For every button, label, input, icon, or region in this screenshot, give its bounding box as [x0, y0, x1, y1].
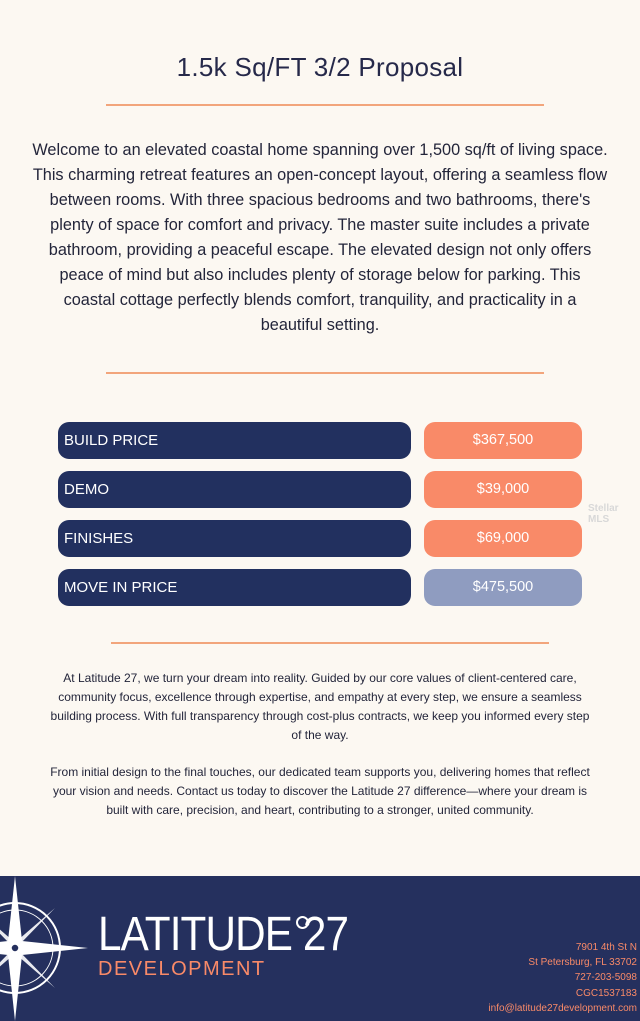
price-row-build	[58, 422, 582, 459]
divider-top	[106, 104, 544, 106]
about-paragraph-2: From initial design to the final touches, our dedicated team supports you, delivering homes that reflect your vision and needs. Contact us today to discover the Latitude 27 difference—where your dream is built with care, precision, and heart, contributing to a stronger, united community.	[50, 765, 590, 817]
price-value: $367,500	[424, 422, 582, 459]
intro-paragraph: Welcome to an elevated coastal home spanning over 1,500 sq/ft of living space. This charming retreat features an open-concept layout, offering a seamless flow between rooms. With three spacious bedrooms and two bathrooms, there's plenty of space for comfort and privacy. The master suite includes a private bathroom, providing a peaceful escape. The elevated design not only offers peace of mind but also includes plenty of storage below for parking. This coastal cottage perfectly blends comfort, tranquility, and practicality in a beautiful setting.	[32, 141, 608, 334]
price-label: DEMO	[58, 471, 411, 508]
price-row-demo	[58, 471, 582, 508]
price-row-move-in	[58, 569, 582, 606]
phone-number: 727-203-5098	[574, 972, 637, 984]
price-row-finishes	[58, 520, 582, 557]
email-address: info@latitude27development.com	[488, 1002, 637, 1014]
license-number: CGC1537183	[575, 987, 637, 999]
price-value-total: $475,500	[424, 569, 582, 606]
price-label: BUILD PRICE	[58, 422, 411, 459]
price-value: $39,000	[424, 471, 582, 508]
footer-banner	[0, 876, 640, 1021]
price-label: MOVE IN PRICE	[58, 569, 411, 606]
divider-bottom	[111, 642, 549, 644]
price-label: FINISHES	[58, 520, 411, 557]
price-value: $69,000	[424, 520, 582, 557]
brand-subtitle: DEVELOPMENT	[98, 958, 266, 980]
brand-name: LATITUDE 27	[98, 908, 349, 961]
degree-symbol-icon	[296, 916, 309, 929]
page-title: 1.5k Sq/FT 3/2 Proposal	[176, 52, 464, 82]
contact-block	[488, 940, 637, 1016]
address-line-2: St Petersburg, FL 33702	[528, 957, 637, 969]
divider-middle	[106, 372, 544, 374]
mls-watermark: Stellar MLS	[588, 503, 619, 525]
compass-logo-icon	[0, 876, 90, 1021]
about-paragraph-1: At Latitude 27, we turn your dream into reality. Guided by our core values of client-centered care, community focus, excellence through expertise, and empathy at every step, we ensure a seamless building process. With full transparency through cost-plus contracts, we keep you informed every step of the way.	[50, 671, 590, 742]
address-line-1: 7901 4th St N	[575, 942, 637, 953]
